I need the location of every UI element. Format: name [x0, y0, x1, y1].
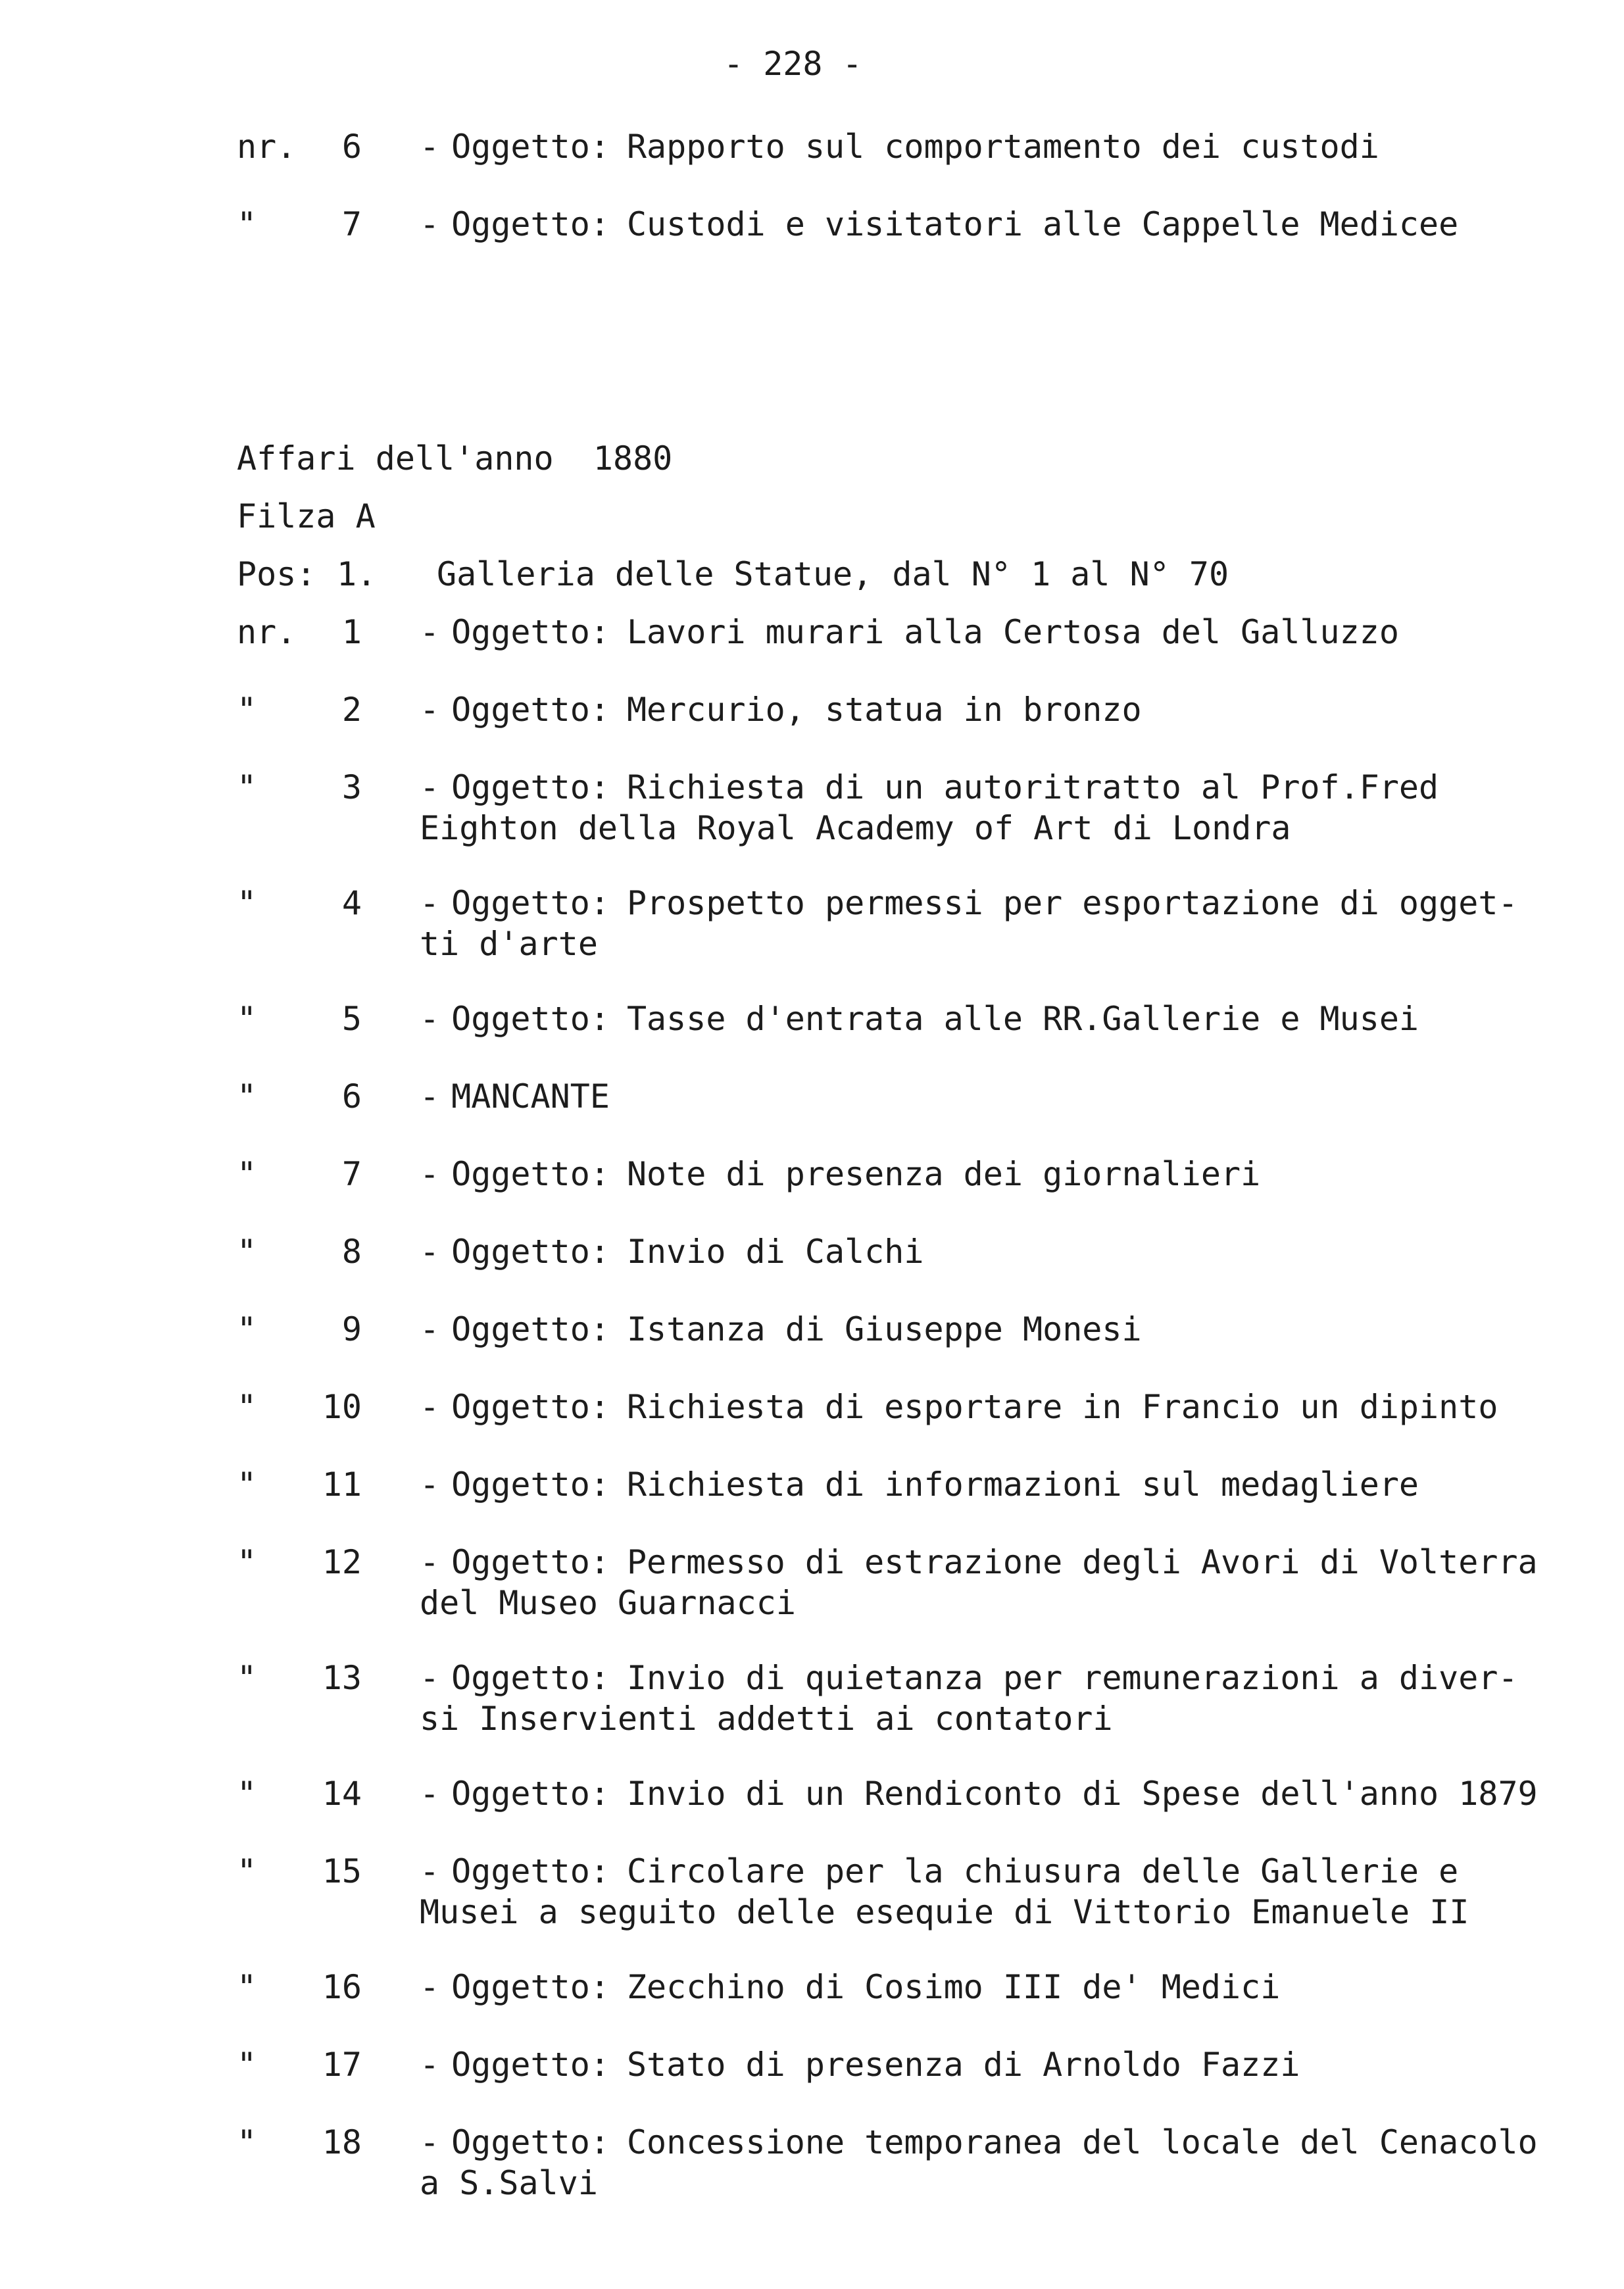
entry-keyword: Oggetto: [451, 1775, 610, 1813]
entry-label: nr. [237, 128, 297, 166]
entry-label: " [237, 1968, 257, 2006]
entry-text [420, 1542, 1551, 1583]
entry-label: " [237, 884, 257, 922]
entry-keyword: Oggetto: [451, 1310, 610, 1348]
entry-label: nr. [237, 613, 297, 651]
entry-dash: - [420, 128, 440, 166]
entry-subject: Lavori murari alla Certosa del Galluzzo [626, 613, 1399, 651]
entry-label: " [237, 205, 257, 243]
entry-subject: Tasse d'entrata alle RR.Gallerie e Musei [626, 1000, 1419, 1038]
entry-number: 1 [341, 613, 362, 651]
entry-keyword: Oggetto: [451, 768, 610, 806]
pos-number: 1. [337, 555, 377, 593]
entry-subject: Note di presenza dei giornalieri [626, 1155, 1261, 1193]
entry-dash: - [420, 1465, 440, 1504]
entry-subject: Concessione temporanea del locale del Cenacolo [626, 2123, 1538, 2161]
entry-number: 4 [341, 884, 362, 922]
entry-dash: - [420, 1543, 440, 1581]
entry-dash: - [420, 1000, 440, 1038]
entry-continuation: Eighton della Royal Academy of Art di Londra [420, 809, 1291, 847]
entry-keyword: Oggetto: [451, 205, 610, 243]
entry-text [420, 1387, 1551, 1427]
entry-dash: - [420, 1233, 440, 1271]
entry-text [420, 689, 1551, 730]
entry-subject: Invio di un Rendiconto di Spese dell'anno 1879 [626, 1775, 1538, 1813]
entry-number: 10 [322, 1388, 362, 1426]
entry-dash: - [420, 205, 440, 243]
entry-label: " [237, 1077, 257, 1116]
entry-text [420, 2122, 1551, 2163]
entry-dash: - [420, 1155, 440, 1193]
entry-text [420, 1464, 1551, 1505]
entry-number: 14 [322, 1775, 362, 1813]
entry-keyword: Oggetto: [451, 2046, 610, 2084]
entry-dash: - [420, 691, 440, 729]
entry-keyword: Oggetto: [451, 613, 610, 651]
entry-text [420, 1231, 1551, 1272]
entry-keyword: Oggetto: [451, 1233, 610, 1271]
entry-dash: - [420, 1077, 440, 1116]
entry-number: 6 [341, 1077, 362, 1116]
entry-number: 6 [341, 128, 362, 166]
entry-keyword: MANCANTE [451, 1077, 610, 1116]
entry-label: " [237, 1000, 257, 1038]
entry-text [420, 1309, 1551, 1350]
page-number: - 228 - [724, 45, 862, 83]
entry-dash: - [420, 1852, 440, 1890]
entry-dash: - [420, 1310, 440, 1348]
entry-subject: Prospetto permessi per esportazione di ogget- [626, 884, 1518, 922]
entry-label: " [237, 2123, 257, 2161]
entry-text [420, 1773, 1551, 1814]
entry-subject: Mercurio, statua in bronzo [626, 691, 1142, 729]
entry-number: 2 [341, 691, 362, 729]
section-year-heading [237, 438, 672, 479]
year-label: Affari dell'anno [237, 439, 554, 478]
entry-subject: Invio di quietanza per remunerazioni a diver- [626, 1659, 1518, 1697]
entry-keyword: Oggetto: [451, 1155, 610, 1193]
entry-keyword: Oggetto: [451, 128, 610, 166]
entry-label: " [237, 1852, 257, 1890]
entry-keyword: Oggetto: [451, 1852, 610, 1890]
entry-subject: Richiesta di informazioni sul medagliere [626, 1465, 1419, 1504]
entry-text [420, 2044, 1551, 2085]
entry-number: 7 [341, 205, 362, 243]
entry-subject: Permesso di estrazione degli Avori di Volterra [626, 1543, 1538, 1581]
entry-dash: - [420, 1659, 440, 1697]
entry-continuation: del Museo Guarnacci [420, 1584, 796, 1622]
entry-subject: Istanza di Giuseppe Monesi [626, 1310, 1142, 1348]
entry-label: " [237, 1388, 257, 1426]
entry-dash: - [420, 613, 440, 651]
entry-dash: - [420, 2123, 440, 2161]
entry-label: " [237, 768, 257, 806]
entry-continuation: si Inservienti addetti ai contatori [420, 1700, 1113, 1738]
pos-label: Pos: [237, 555, 316, 593]
entry-keyword: Oggetto: [451, 1388, 610, 1426]
entry-keyword: Oggetto: [451, 1543, 610, 1581]
entry-keyword: Oggetto: [451, 1968, 610, 2006]
entry-text [420, 998, 1551, 1039]
entry-label: " [237, 1659, 257, 1697]
entry-text [420, 1658, 1551, 1698]
entry-number: 16 [322, 1968, 362, 2006]
entry-label: " [237, 1465, 257, 1504]
entry-label: " [237, 2046, 257, 2084]
entry-keyword: Oggetto: [451, 1659, 610, 1697]
entry-number: 9 [341, 1310, 362, 1348]
entry-text [420, 204, 1551, 245]
entry-text [420, 1154, 1551, 1194]
entry-number: 15 [322, 1852, 362, 1890]
entry-subject: Invio di Calchi [626, 1233, 924, 1271]
entry-dash: - [420, 1388, 440, 1426]
entry-label: " [237, 1543, 257, 1581]
entry-label: " [237, 1233, 257, 1271]
entry-text [420, 126, 1551, 167]
entry-subject: Zecchino di Cosimo III de' Medici [626, 1968, 1281, 2006]
entry-label: " [237, 1775, 257, 1813]
entry-dash: - [420, 768, 440, 806]
entry-keyword: Oggetto: [451, 1465, 610, 1504]
entry-keyword: Oggetto: [451, 691, 610, 729]
entry-subject: Custodi e visitatori alle Cappelle Medicee [626, 205, 1459, 243]
entry-number: 12 [322, 1543, 362, 1581]
entry-text [420, 1076, 1551, 1117]
entry-keyword: Oggetto: [451, 884, 610, 922]
entry-text [420, 1967, 1551, 2007]
entry-number: 18 [322, 2123, 362, 2161]
entry-subject: Rapporto sul comportamento dei custodi [626, 128, 1379, 166]
entry-continuation: ti d'arte [420, 925, 598, 963]
entry-dash: - [420, 2046, 440, 2084]
entry-text [420, 1851, 1551, 1892]
entry-text [420, 612, 1551, 652]
entry-continuation: Musei a seguito delle esequie di Vittorio Emanuele II [420, 1893, 1469, 1931]
entry-dash: - [420, 1968, 440, 2006]
entry-number: 7 [341, 1155, 362, 1193]
entry-dash: - [420, 1775, 440, 1813]
pos-text: Galleria delle Statue, dal N° 1 al N° 70 [437, 555, 1229, 593]
entry-number: 8 [341, 1233, 362, 1271]
entry-subject: Stato di presenza di Arnoldo Fazzi [626, 2046, 1300, 2084]
entry-subject: Richiesta di un autoritratto al Prof.Fred [626, 768, 1439, 806]
entry-label: " [237, 691, 257, 729]
entry-number: 17 [322, 2046, 362, 2084]
entry-dash: - [420, 884, 440, 922]
entry-number: 5 [341, 1000, 362, 1038]
entry-text [420, 767, 1551, 808]
entry-keyword: Oggetto: [451, 2123, 610, 2161]
entry-label: " [237, 1155, 257, 1193]
entry-number: 13 [322, 1659, 362, 1697]
entry-number: 3 [341, 768, 362, 806]
entry-subject: Richiesta di esportare in Francio un dipinto [626, 1388, 1498, 1426]
year-value: 1880 [593, 439, 673, 478]
entry-number: 11 [322, 1465, 362, 1504]
entry-label: " [237, 1310, 257, 1348]
entry-continuation: a S.Salvi [420, 2164, 598, 2202]
entry-subject: Circolare per la chiusura delle Gallerie e [626, 1852, 1459, 1890]
entry-keyword: Oggetto: [451, 1000, 610, 1038]
filza-heading: Filza A [237, 497, 376, 535]
entry-text [420, 883, 1551, 923]
